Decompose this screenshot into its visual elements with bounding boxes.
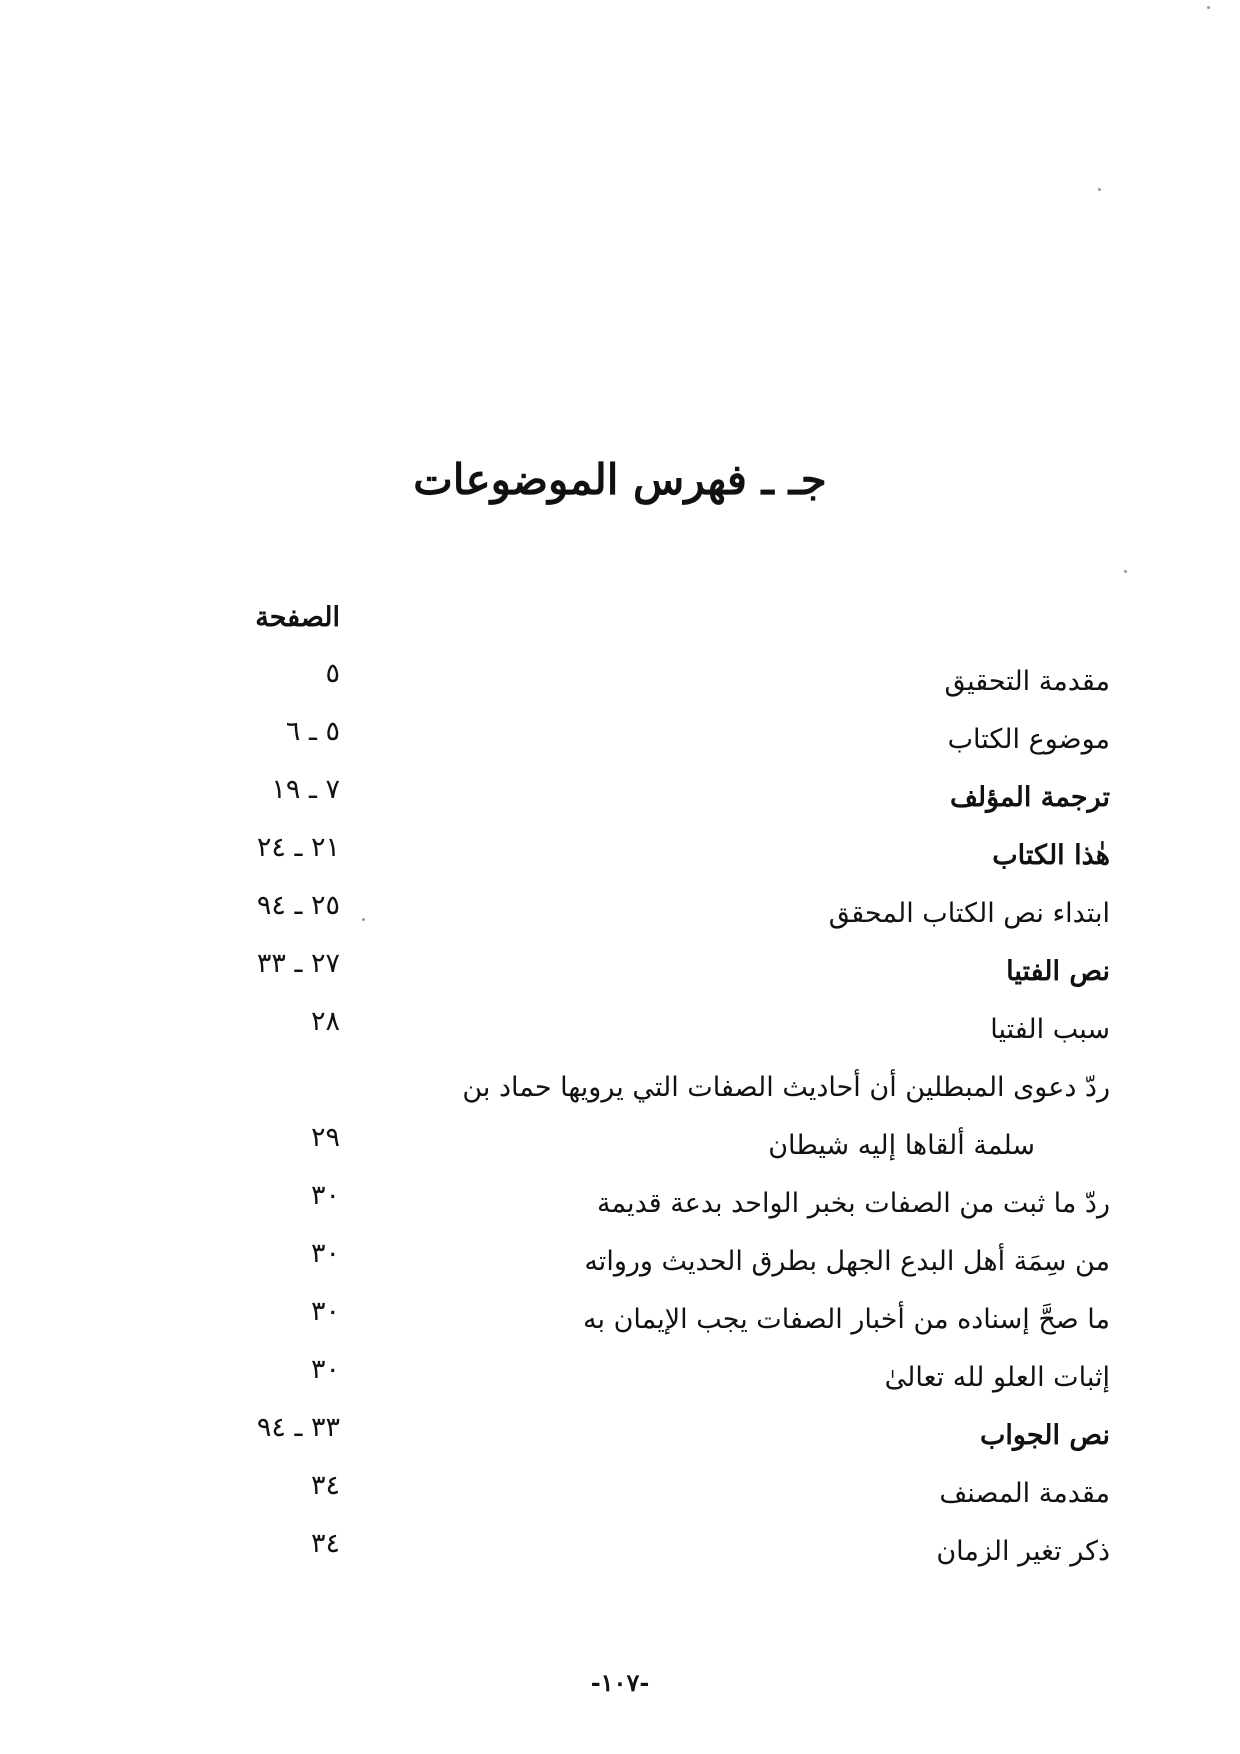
toc-entry xyxy=(230,1122,1110,1180)
toc-entry xyxy=(230,1528,1110,1586)
toc-entry-topic: إثبات العلو لله تعالىٰ xyxy=(884,1362,1110,1393)
scan-speck xyxy=(1098,188,1101,191)
toc-entry xyxy=(230,1064,1110,1122)
page-title: جـ ـ فهرس الموضوعات xyxy=(413,455,827,504)
toc-entry-topic: سلمة ألقاها إليه شيطان xyxy=(768,1130,1035,1161)
toc-entry xyxy=(230,1354,1110,1412)
toc-entry-pages: ٢٥ ـ ٩٤ xyxy=(256,890,340,921)
toc-entry-topic: ردّ ما ثبت من الصفات بخبر الواحد بدعة قديمة xyxy=(596,1188,1110,1219)
toc-entry xyxy=(230,1412,1110,1470)
toc-entry-topic: هٰذا الكتاب xyxy=(992,840,1110,871)
toc-entry-topic: ذكر تغير الزمان xyxy=(936,1536,1110,1567)
scan-speck xyxy=(362,918,365,921)
toc-entry xyxy=(230,1006,1110,1064)
toc-entry xyxy=(230,1238,1110,1296)
toc-entry-topic: ما صحَّ إسناده من أخبار الصفات يجب الإيمان به xyxy=(583,1304,1110,1335)
toc-entry-topic: سبب الفتيا xyxy=(990,1014,1110,1045)
toc-entry xyxy=(230,658,1110,716)
toc-entry xyxy=(230,948,1110,1006)
toc-entry xyxy=(230,774,1110,832)
scan-speck xyxy=(1207,6,1210,9)
scan-speck xyxy=(1124,570,1127,573)
toc-entry-pages: ٣٠ xyxy=(310,1354,340,1385)
toc-entry xyxy=(230,716,1110,774)
toc-entry-pages: ٥ xyxy=(325,658,340,689)
page-column-header: الصفحة xyxy=(255,602,340,633)
toc-entry-topic: ردّ دعوى المبطلين أن أحاديث الصفات التي يرويها حماد بن xyxy=(462,1072,1110,1103)
toc-entry xyxy=(230,1470,1110,1528)
toc-entry-pages: ٢٧ ـ ٣٣ xyxy=(256,948,340,979)
toc-entry-pages: ٣٠ xyxy=(310,1180,340,1211)
toc-entry-pages: ٣٤ xyxy=(310,1528,340,1559)
toc-entry-pages: ٢٨ xyxy=(310,1006,340,1037)
toc-entry-topic: مقدمة التحقيق xyxy=(944,666,1110,697)
toc-entry xyxy=(230,1296,1110,1354)
table-of-contents xyxy=(230,600,1110,1586)
toc-entry-topic: موضوع الكتاب xyxy=(947,724,1110,755)
toc-entry-topic: نص الفتيا xyxy=(1006,956,1110,987)
page-number: -١٠٧- xyxy=(590,1668,650,1697)
toc-entry-pages: ٢١ ـ ٢٤ xyxy=(256,832,340,863)
toc-entry-pages: ٢٩ xyxy=(310,1122,340,1153)
toc-entry-topic: ابتداء نص الكتاب المحقق xyxy=(828,898,1110,929)
toc-entry-pages: ٣٠ xyxy=(310,1238,340,1269)
toc-entry-pages: ٣٣ ـ ٩٤ xyxy=(256,1412,340,1443)
toc-entry-topic: ترجمة المؤلف xyxy=(949,782,1110,813)
toc-entry-pages: ٥ ـ ٦ xyxy=(285,716,340,747)
toc-entry-pages: ٣٤ xyxy=(310,1470,340,1501)
toc-entry xyxy=(230,1180,1110,1238)
toc-entry-pages: ٣٠ xyxy=(310,1296,340,1327)
toc-header-row xyxy=(230,600,1110,658)
toc-entry-pages: ٧ ـ ١٩ xyxy=(271,774,340,805)
toc-entry-topic: نص الجواب xyxy=(979,1420,1110,1451)
toc-entry-topic: مقدمة المصنف xyxy=(939,1478,1110,1509)
toc-entry xyxy=(230,832,1110,890)
toc-entry-topic: من سِمَة أهل البدع الجهل بطرق الحديث ورواته xyxy=(584,1246,1110,1277)
